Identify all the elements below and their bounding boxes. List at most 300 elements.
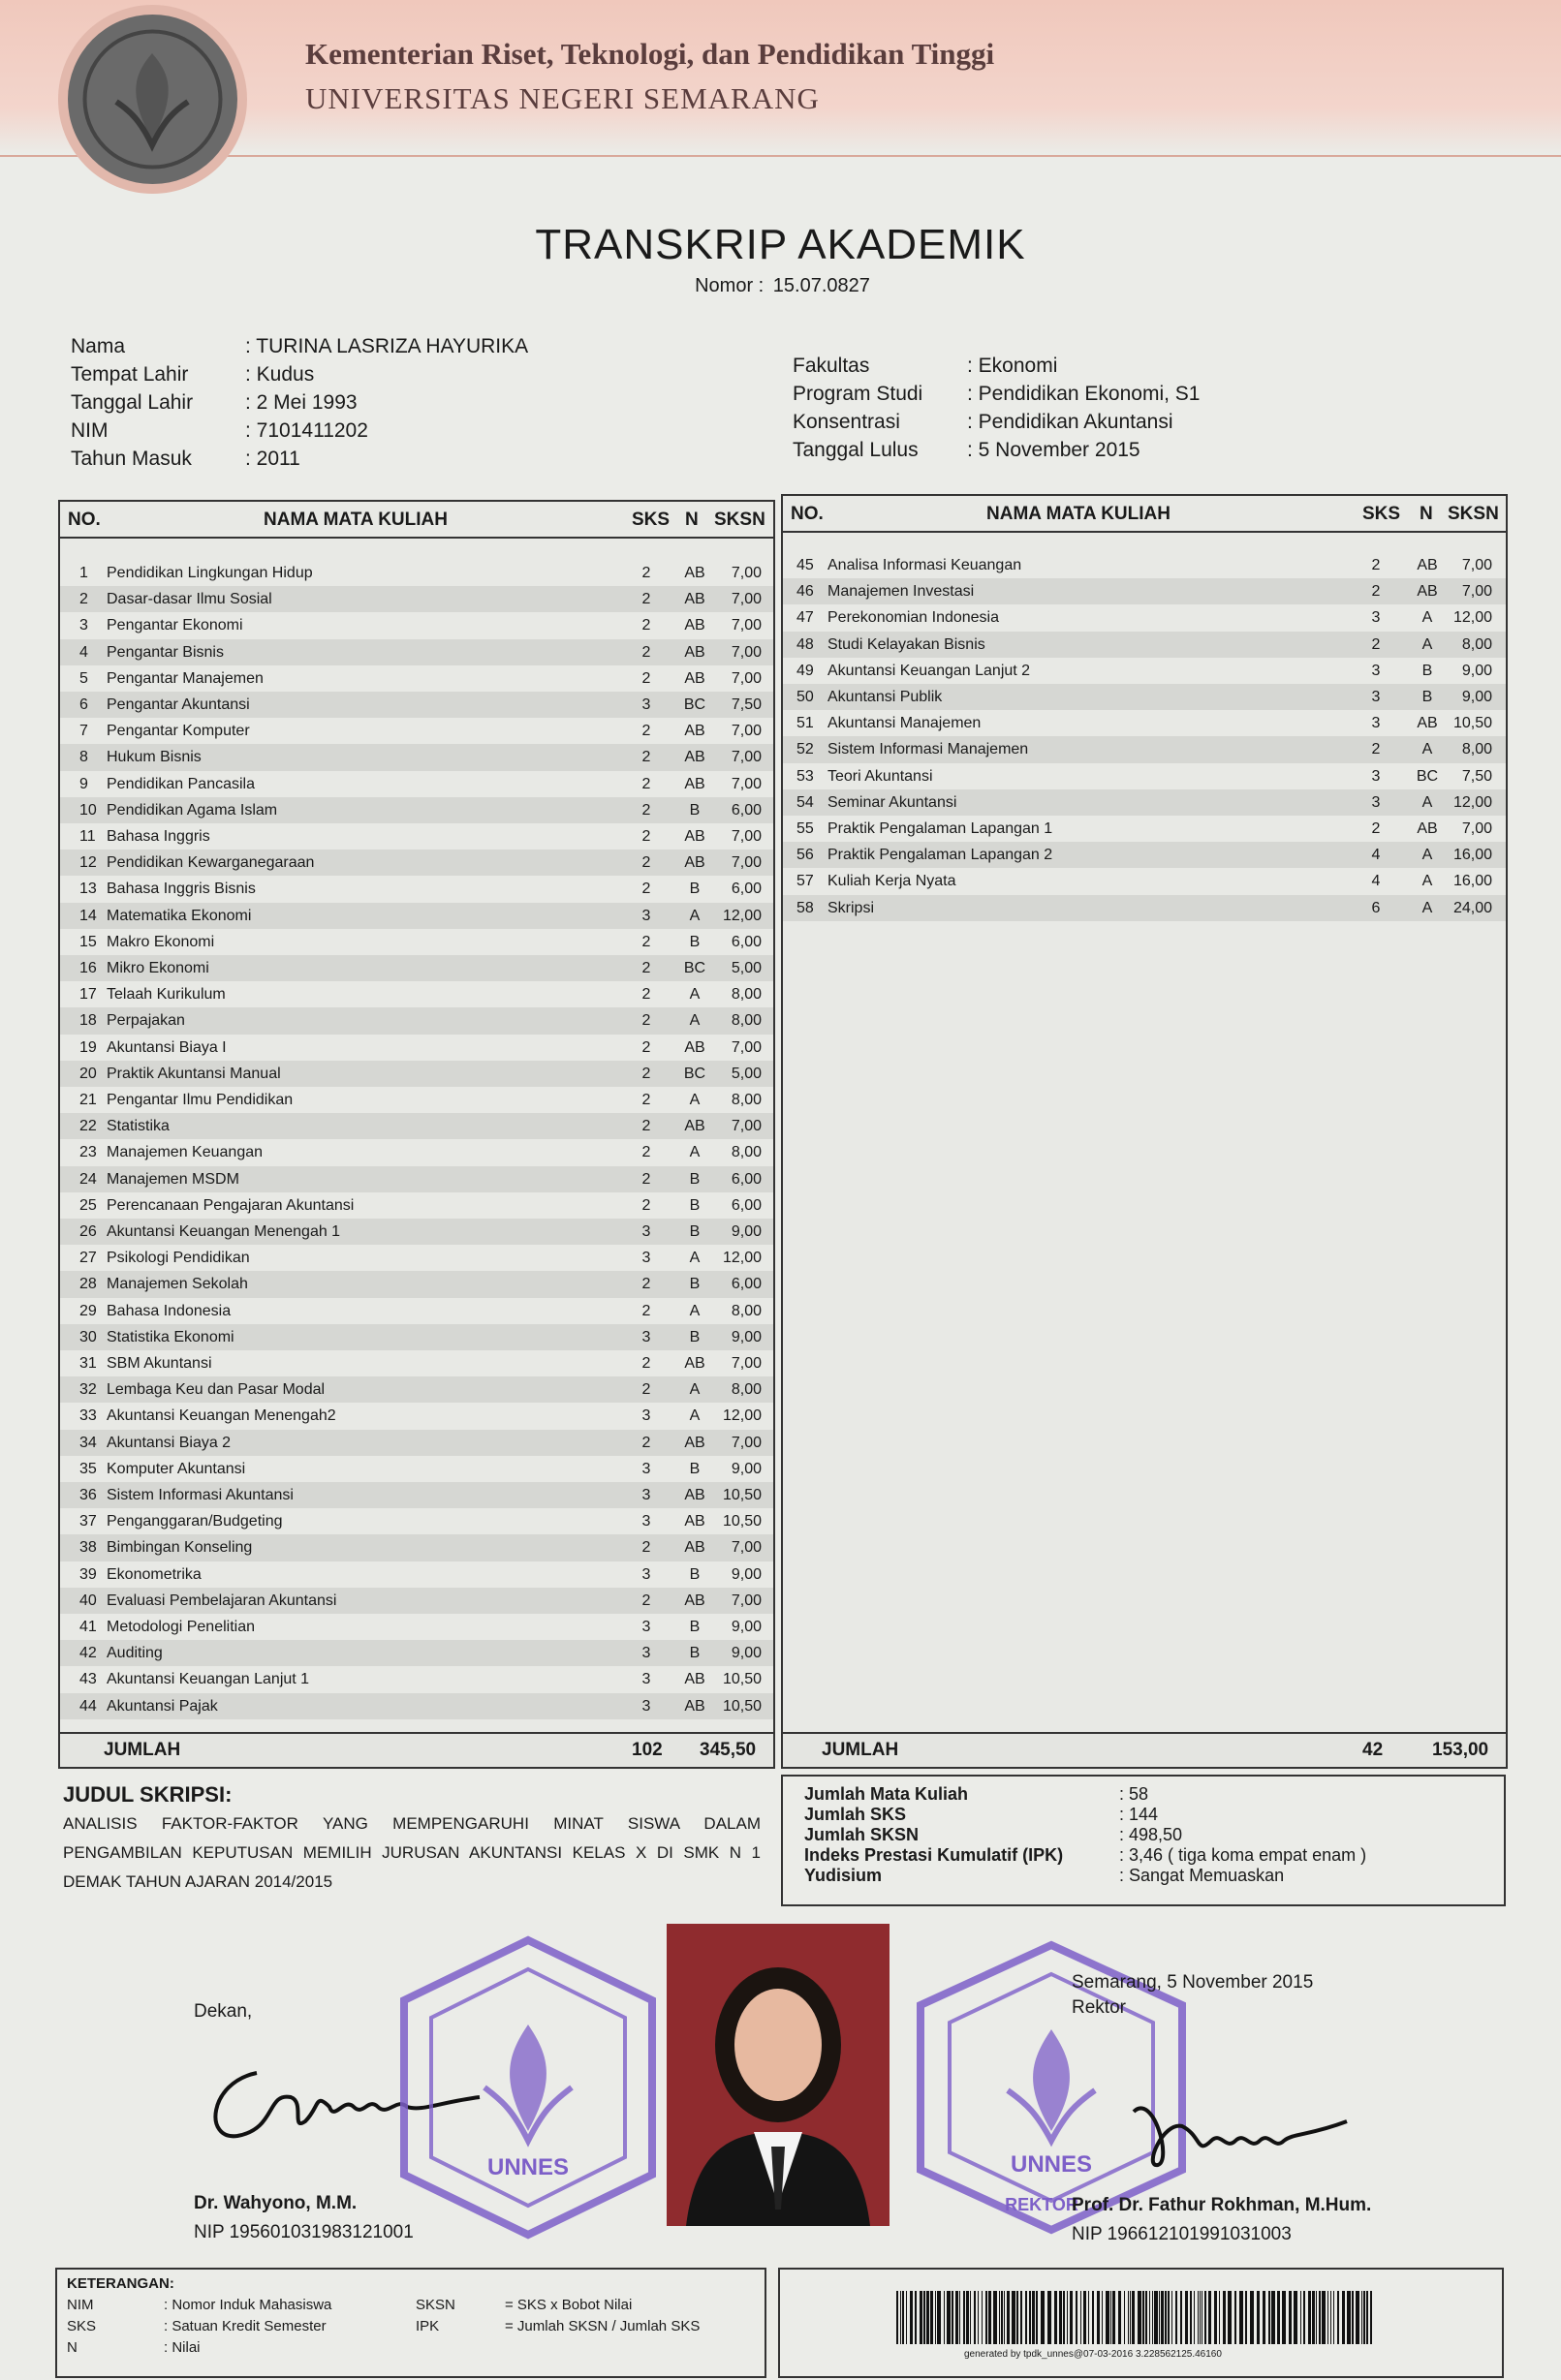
dean-role: Dekan, (194, 2001, 253, 2022)
summary-row (804, 1866, 1366, 1886)
course-no: 5 (79, 669, 88, 687)
course-sks: 2 (1371, 820, 1381, 837)
barcode-bar (1128, 2291, 1129, 2344)
course-sks: 3 (1371, 793, 1381, 811)
thesis-heading: JUDUL SKRIPSI: (63, 1782, 233, 1807)
table-row (783, 868, 1506, 894)
barcode-bar (1282, 2291, 1286, 2344)
right-stamp-sub: REKTOR (1005, 2195, 1078, 2214)
barcode-bar (1347, 2291, 1351, 2344)
table-row (60, 797, 773, 823)
course-sksn: 12,00 (1452, 609, 1492, 627)
course-no: 37 (79, 1513, 97, 1530)
table-row (60, 771, 773, 797)
barcode-bar (1132, 2291, 1135, 2344)
course-sksn: 10,50 (1452, 715, 1492, 732)
barcode-bar (1059, 2291, 1062, 2344)
barcode-bar (1159, 2291, 1160, 2344)
table-row (60, 1035, 773, 1061)
course-name: Sistem Informasi Akuntansi (107, 1487, 294, 1503)
tempat-lahir-label: Tempat Lahir (71, 363, 189, 386)
course-no: 58 (796, 899, 814, 916)
university-name: UNIVERSITAS NEGERI SEMARANG (305, 81, 820, 115)
table-row (60, 1007, 773, 1034)
course-no: 15 (79, 933, 97, 950)
course-grade: AB (684, 828, 705, 845)
barcode-bar (1190, 2291, 1192, 2344)
course-sksn: 7,00 (731, 1539, 762, 1557)
barcode-bar (1271, 2291, 1275, 2344)
course-name: Praktik Pengalaman Lapangan 2 (827, 847, 1053, 864)
barcode-bar (1063, 2291, 1065, 2344)
course-sksn: 7,00 (731, 1592, 762, 1609)
rector-place-date: Semarang, 5 November 2015 (1072, 1972, 1314, 1993)
course-grade: B (689, 1645, 701, 1662)
nama-label: Nama (71, 335, 126, 357)
course-sks: 3 (1371, 767, 1381, 785)
course-sksn: 7,00 (1461, 820, 1492, 837)
summary-value: : Sangat Memuaskan (1119, 1866, 1284, 1886)
summary-row (804, 1845, 1366, 1866)
nama-value: : TURINA LASRIZA HAYURIKA (245, 335, 528, 363)
table-row (60, 850, 773, 876)
barcode-bar (935, 2291, 936, 2344)
course-grade: AB (1417, 715, 1438, 732)
course-sksn: 12,00 (722, 907, 762, 924)
course-no: 42 (79, 1645, 97, 1662)
barcode-bar (1342, 2291, 1345, 2344)
barcode-bar (966, 2291, 969, 2344)
course-sks: 3 (641, 696, 651, 713)
course-no: 21 (79, 1092, 97, 1108)
table-row (60, 744, 773, 770)
course-sks: 3 (641, 1671, 651, 1688)
barcode-bar (1180, 2291, 1182, 2344)
course-sks: 2 (641, 1065, 651, 1082)
summary-label: Jumlah SKS (804, 1805, 907, 1824)
barcode-bar (944, 2291, 945, 2344)
course-sks: 2 (1371, 741, 1381, 758)
course-name: Pendidikan Lingkungan Hidup (107, 565, 313, 581)
course-grade: AB (684, 669, 705, 687)
summary-list (804, 1784, 1366, 1886)
course-grade: AB (684, 1487, 705, 1503)
barcode-bar (1333, 2291, 1334, 2344)
barcode-bar (1097, 2291, 1100, 2344)
nim-label: NIM (71, 419, 109, 442)
table-row (60, 1666, 773, 1692)
course-name: Akuntansi Keuangan Menengah 1 (107, 1223, 341, 1240)
course-no: 8 (79, 749, 88, 766)
course-no: 28 (79, 1276, 97, 1293)
table-row (783, 552, 1506, 578)
course-name: Perencanaan Pengajaran Akuntansi (107, 1196, 355, 1214)
course-sks: 2 (1371, 557, 1381, 573)
course-no: 57 (796, 873, 814, 890)
table-row (60, 1430, 773, 1456)
course-grade: A (689, 1250, 701, 1267)
barcode-bar (1308, 2291, 1311, 2344)
course-sks: 2 (641, 1196, 651, 1214)
barcode-bar (1032, 2291, 1035, 2344)
course-no: 3 (79, 617, 88, 634)
course-grade: B (689, 801, 701, 819)
table-row (60, 1693, 773, 1719)
document-number (0, 275, 1561, 297)
course-name: Akuntansi Keuangan Lanjut 2 (827, 662, 1031, 679)
course-grade: B (689, 1170, 701, 1188)
course-sks: 2 (641, 565, 651, 581)
barcode-bar (1138, 2291, 1141, 2344)
course-name: Manajemen Keuangan (107, 1144, 264, 1161)
table-row (60, 1087, 773, 1113)
barcode-bar (937, 2291, 941, 2344)
course-name: Akuntansi Biaya 2 (107, 1434, 232, 1451)
table-row (60, 692, 773, 718)
col-nama: NAMA MATA KULIAH (986, 504, 1171, 524)
course-sksn: 7,50 (1461, 767, 1492, 785)
table-row (783, 684, 1506, 710)
course-no: 18 (79, 1012, 97, 1030)
table-row (783, 658, 1506, 684)
legend-heading: KETERANGAN: (67, 2275, 174, 2292)
course-grade: A (1421, 873, 1433, 890)
course-no: 38 (79, 1539, 97, 1557)
barcode-bar (1036, 2291, 1038, 2344)
course-no: 26 (79, 1223, 97, 1240)
table-row (60, 1139, 773, 1165)
courses-table-left (58, 500, 775, 1769)
dean-name: Dr. Wahyono, M.M. (194, 2193, 358, 2213)
barcode-bar (1076, 2291, 1077, 2344)
barcode-bar (978, 2291, 979, 2344)
barcode-bar (920, 2291, 922, 2344)
course-sks: 3 (641, 1250, 651, 1267)
course-sks: 2 (641, 1038, 651, 1056)
course-name: Teori Akuntansi (827, 767, 933, 785)
barcode-bar (1277, 2291, 1280, 2344)
course-sksn: 5,00 (731, 960, 762, 976)
course-sks: 3 (641, 1328, 651, 1345)
course-sksn: 7,00 (731, 1118, 762, 1135)
course-grade: AB (684, 1697, 705, 1715)
barcode-bar (1250, 2291, 1254, 2344)
nomor-value: 15.07.0827 (772, 275, 870, 296)
table-row (783, 816, 1506, 842)
course-name: Telaah Kurikulum (107, 986, 226, 1004)
barcode-bar (1239, 2291, 1243, 2344)
barcode-bar (1370, 2291, 1372, 2344)
table-row (60, 612, 773, 638)
student-photo (667, 1924, 890, 2226)
barcode-bar (1106, 2291, 1109, 2344)
course-name: Pendidikan Kewarganegaraan (107, 854, 315, 872)
course-sksn: 7,00 (1461, 583, 1492, 601)
barcode-bar (930, 2291, 933, 2344)
course-grade: A (689, 1407, 701, 1425)
course-sksn: 6,00 (731, 801, 762, 819)
course-name: Akuntansi Publik (827, 689, 943, 705)
course-no: 12 (79, 854, 97, 872)
course-name: Manajemen Sekolah (107, 1276, 248, 1293)
tahun-masuk-label: Tahun Masuk (71, 448, 192, 470)
barcode-bar (1001, 2291, 1003, 2344)
table-row (783, 789, 1506, 816)
course-sks: 2 (641, 986, 651, 1004)
course-sks: 4 (1371, 873, 1381, 890)
barcode-bar (974, 2291, 976, 2344)
course-grade: A (1421, 741, 1433, 758)
konsentrasi-value: : Pendidikan Akuntansi (967, 411, 1172, 439)
barcode-bar (1312, 2291, 1315, 2344)
table-header (60, 502, 773, 539)
course-name: Evaluasi Pembelajaran Akuntansi (107, 1592, 337, 1609)
barcode-bar (1234, 2291, 1236, 2344)
course-no: 44 (79, 1697, 97, 1715)
course-sks: 3 (641, 1487, 651, 1503)
barcode-bar (1016, 2291, 1018, 2344)
course-grade: AB (684, 1434, 705, 1451)
course-sksn: 10,50 (722, 1487, 762, 1503)
course-no: 32 (79, 1381, 97, 1399)
course-no: 53 (796, 767, 814, 785)
course-grade: B (689, 1276, 701, 1293)
course-sks: 2 (641, 775, 651, 792)
course-name: Bahasa Inggris (107, 828, 210, 845)
course-sksn: 7,00 (731, 749, 762, 766)
table-row (60, 823, 773, 850)
table-row (60, 718, 773, 744)
course-grade: AB (684, 1592, 705, 1609)
course-grade: AB (1417, 820, 1438, 837)
barcode-bar (896, 2291, 898, 2344)
table-row (783, 763, 1506, 789)
course-grade: AB (1417, 583, 1438, 601)
course-sks: 3 (1371, 662, 1381, 679)
course-no: 1 (79, 565, 88, 581)
course-sksn: 9,00 (731, 1460, 762, 1477)
barcode-bar (988, 2291, 991, 2344)
barcode-bar (963, 2291, 965, 2344)
barcode-bar (1168, 2291, 1170, 2344)
course-sksn: 7,00 (731, 1434, 762, 1451)
course-name: Kuliah Kerja Nyata (827, 873, 956, 890)
col-no: NO. (68, 510, 101, 530)
course-sksn: 7,00 (731, 1355, 762, 1372)
course-no: 33 (79, 1407, 97, 1425)
course-sks: 3 (641, 1697, 651, 1715)
generated-note: generated by tpdk_unnes@07-03-2016 3.228562125.46160 (964, 2349, 1222, 2360)
course-grade: BC (683, 960, 706, 976)
barcode-bar (993, 2291, 997, 2344)
course-grade: A (689, 907, 701, 924)
course-name: Lembaga Keu dan Pasar Modal (107, 1381, 326, 1399)
course-sks: 3 (1371, 715, 1381, 732)
table-row (60, 1061, 773, 1087)
course-grade: B (689, 933, 701, 950)
barcode-bar (999, 2291, 1000, 2344)
course-grade: B (689, 1328, 701, 1345)
total-sks: 42 (1362, 1740, 1384, 1760)
course-sksn: 12,00 (722, 1250, 762, 1267)
course-no: 43 (79, 1671, 97, 1688)
summary-value: : 3,46 ( tiga koma empat enam ) (1119, 1845, 1366, 1866)
barcode-bar (1124, 2291, 1125, 2344)
barcode-bar (1067, 2291, 1068, 2344)
barcode-bar (1165, 2291, 1167, 2344)
dean-nip: NIP 195601031983121001 (194, 2222, 414, 2242)
course-no: 30 (79, 1328, 97, 1345)
course-sks: 2 (1371, 635, 1381, 653)
table-row (60, 1219, 773, 1245)
barcode-bar (1356, 2291, 1359, 2344)
course-sksn: 9,00 (731, 1565, 762, 1583)
table-row (60, 1245, 773, 1271)
course-name: Skripsi (827, 899, 875, 916)
course-sksn: 8,00 (731, 1092, 762, 1108)
barcode-bar (1154, 2291, 1158, 2344)
summary-label: Indeks Prestasi Kumulatif (IPK) (804, 1845, 1064, 1865)
course-no: 16 (79, 960, 97, 976)
barcode-bar (1112, 2291, 1115, 2344)
course-sks: 4 (1371, 847, 1381, 864)
course-name: Manajemen MSDM (107, 1170, 239, 1188)
course-sks: 2 (641, 1355, 651, 1372)
course-sks: 3 (1371, 689, 1381, 705)
barcode-bar (1294, 2291, 1297, 2344)
barcode-bar (1171, 2291, 1172, 2344)
course-no: 27 (79, 1250, 97, 1267)
table-row (60, 981, 773, 1007)
course-name: Penganggaran/Budgeting (107, 1513, 283, 1530)
barcode-bar (1327, 2291, 1328, 2344)
course-name: Seminar Akuntansi (827, 793, 957, 811)
barcode-bar (1145, 2291, 1147, 2344)
col-nama: NAMA MATA KULIAH (264, 510, 448, 530)
course-sks: 2 (641, 828, 651, 845)
barcode-bar (1204, 2291, 1206, 2344)
barcode-bar (910, 2291, 913, 2344)
course-no: 29 (79, 1302, 97, 1319)
course-name: Akuntansi Biaya I (107, 1038, 227, 1056)
course-name: Pendidikan Pancasila (107, 775, 255, 792)
course-no: 24 (79, 1170, 97, 1188)
course-sksn: 7,00 (731, 854, 762, 872)
program-info (793, 355, 1200, 467)
course-sks: 2 (641, 854, 651, 872)
legend-key: SKSN (416, 2297, 455, 2313)
barcode-bar (1245, 2291, 1247, 2344)
course-grade: AB (684, 565, 705, 581)
course-sksn: 9,00 (731, 1645, 762, 1662)
course-grade: A (1421, 793, 1433, 811)
barcode-bar (1223, 2291, 1226, 2344)
course-name: Hukum Bisnis (107, 749, 202, 766)
tahun-masuk-value: : 2011 (245, 448, 300, 476)
course-grade: B (1421, 689, 1433, 705)
tanggal-lahir-value: : 2 Mei 1993 (245, 391, 358, 419)
course-name: Statistika (107, 1118, 170, 1135)
course-sksn: 7,00 (731, 723, 762, 740)
course-sksn: 10,50 (722, 1513, 762, 1530)
course-sks: 2 (641, 1092, 651, 1108)
course-name: Dasar-dasar Ilmu Sosial (107, 591, 272, 608)
course-no: 56 (796, 847, 814, 864)
course-sksn: 9,00 (1461, 662, 1492, 679)
right-stamp-text: UNNES (1010, 2151, 1093, 2178)
barcode-bar (1219, 2291, 1220, 2344)
course-sksn: 12,00 (1452, 793, 1492, 811)
course-grade: AB (684, 775, 705, 792)
course-sksn: 6,00 (731, 881, 762, 898)
course-sksn: 8,00 (1461, 741, 1492, 758)
course-sks: 2 (641, 1539, 651, 1557)
course-name: Bahasa Inggris Bisnis (107, 881, 256, 898)
course-grade: A (689, 1092, 701, 1108)
barcode-box (778, 2268, 1504, 2378)
barcode-bar (1268, 2291, 1270, 2344)
table-total (60, 1732, 773, 1767)
barcode-bar (1149, 2291, 1150, 2344)
barcode-bar (1020, 2291, 1022, 2344)
barcode-bar (1322, 2291, 1326, 2344)
summary-label: Yudisium (804, 1866, 883, 1885)
barcode-bar (970, 2291, 971, 2344)
course-sksn: 8,00 (731, 1381, 762, 1399)
course-sksn: 6,00 (731, 1276, 762, 1293)
total-sksn: 345,50 (700, 1740, 757, 1760)
table-row (783, 578, 1506, 604)
course-name: Auditing (107, 1645, 163, 1662)
ministry-name: Kementerian Riset, Teknologi, dan Pendidikan Tinggi (305, 37, 995, 71)
course-name: Akuntansi Keuangan Lanjut 1 (107, 1671, 310, 1688)
course-sksn: 16,00 (1452, 847, 1492, 864)
course-name: SBM Akuntansi (107, 1355, 212, 1372)
summary-row (804, 1825, 1366, 1845)
barcode-bar (1316, 2291, 1317, 2344)
course-no: 50 (796, 689, 814, 705)
course-sksn: 7,00 (731, 775, 762, 792)
faculty-stamp-icon (392, 1932, 664, 2242)
course-grade: A (689, 986, 701, 1004)
table-row (60, 1614, 773, 1640)
nomor-label: Nomor : (695, 275, 765, 296)
course-no: 13 (79, 881, 97, 898)
course-no: 48 (796, 635, 814, 653)
course-sksn: 5,00 (731, 1065, 762, 1082)
course-no: 4 (79, 643, 88, 661)
course-grade: BC (1416, 767, 1439, 785)
barcode-bar (1194, 2291, 1195, 2344)
course-name: Komputer Akuntansi (107, 1460, 246, 1477)
course-grade: A (1421, 847, 1433, 864)
course-name: Psikologi Pendidikan (107, 1250, 250, 1267)
course-grade: BC (683, 1065, 706, 1082)
barcode-bar (1083, 2291, 1086, 2344)
table-row (60, 1561, 773, 1588)
course-sks: 2 (641, 801, 651, 819)
barcode-bar (1088, 2291, 1089, 2344)
table-row (60, 560, 773, 586)
course-name: Ekonometrika (107, 1565, 202, 1583)
course-grade: B (689, 1223, 701, 1240)
table-row (60, 1192, 773, 1219)
barcode-bar (1263, 2291, 1265, 2344)
barcode-bar (1012, 2291, 1015, 2344)
barcode-bar (1029, 2291, 1031, 2344)
course-sks: 2 (641, 933, 651, 950)
col-no: NO. (791, 504, 824, 524)
